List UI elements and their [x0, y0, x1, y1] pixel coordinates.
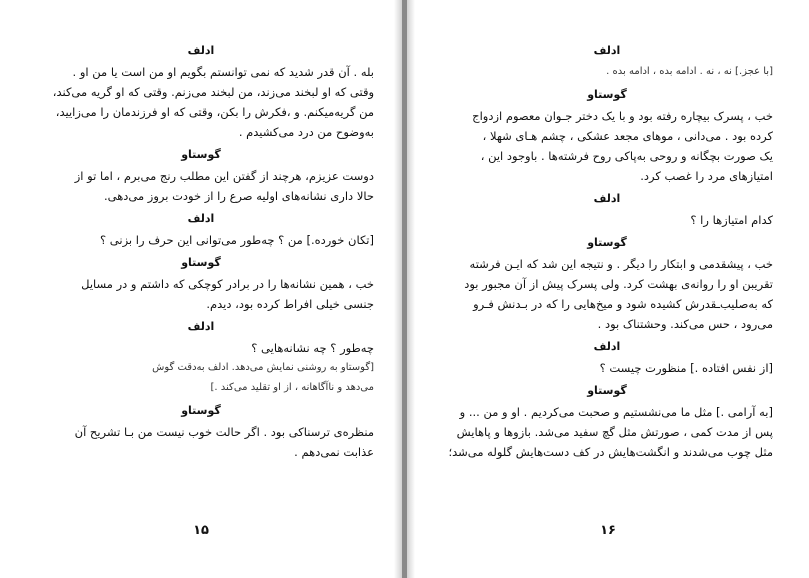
dialogue-line: دوست عزیزم، هرچند از گفتن این مطلب رنج می‌برم ، اما تو از: [74, 169, 374, 183]
dialogue-line: چه‌طور ؟ چه نشانه‌هایی ؟: [251, 341, 374, 355]
stage-direction: [گوستاو به روشنی نمایش می‌دهد. ادلف به‌دقت گوش: [152, 362, 374, 373]
dialogue-line: بله . آن قدر شدید که نمی توانستم بگویم او من است یا من او .: [72, 65, 374, 79]
dialogue-line: تقریبن او را روانه‌ی بهشت کرد. ولی پسرک پیش از آن مجبور بود: [464, 277, 773, 291]
dialogue-line: مثل چوب می‌شدند و انگشت‌هایش در کف دست‌هایش گلوله می‌شد؛: [448, 445, 773, 459]
page-right-content: [441, 38, 773, 462]
speaker-name: ادلف: [187, 44, 215, 57]
dialogue-line: [تکان خورده.] من ؟ چه‌طور می‌توانی این حرف را بزنی ؟: [100, 233, 374, 247]
dialogue-line: یک صورت بچگانه و روحی به‌پاکی روح فرشته‌ها . باوجود این ،: [480, 149, 773, 163]
dialogue-line: وقتی که او لبخند می‌زند، من لبخند می‌زنم. وقتی که او گریه می‌کند،: [52, 85, 374, 99]
page-number: ۱۵: [193, 523, 209, 538]
gutter-shadow: [394, 0, 402, 578]
dialogue-line: [به آرامی .] مثل ما می‌نشستیم و صحبت می‌کردیم . او و من ... و: [459, 405, 773, 419]
dialogue-line: خب ، پیشقدمی و ابتکار را دیگر . و نتیجه این شد که ایـن فرشته: [469, 257, 773, 271]
dialogue-line: که به‌صلیب‌ـقدرش کشیده شود و میخ‌هایی را که در بـدنش فـرو: [473, 297, 773, 311]
dialogue-line: حالا داری نشانه‌های اولیه صرع را از خودت بروز می‌دهی.: [103, 189, 374, 203]
dialogue-line: خب ، همین نشانه‌ها را در برادر کوچکی که داشتم و در مسایل: [81, 277, 374, 291]
speaker-name: گوستاو: [181, 148, 221, 161]
speaker-name: گوستاو: [181, 256, 221, 269]
speaker-name: ادلف: [593, 44, 621, 57]
page-left-content: [28, 38, 374, 462]
speaker-name: ادلف: [187, 320, 215, 333]
dialogue-line: پس از مدت کمی ، صورتش مثل گچ سفید می‌شد. بازوها و پاهایش: [456, 425, 773, 439]
dialogue-line: کرده بود . می‌دانی ، موهای مجعد عشکی ، چشم هـای شهلا ،: [482, 129, 773, 143]
gutter-shadow: [407, 0, 415, 578]
dialogue-line: من گریه‌میکنم. و ،فکرش را بکن، وقتی که او فرزندمان را می‌زایید،: [55, 105, 374, 119]
speaker-name: گوستاو: [587, 236, 627, 249]
page-right: [407, 0, 809, 578]
speaker-name: ادلف: [593, 340, 621, 353]
dialogue-line: به‌وضوح من درد می‌کشیدم .: [238, 125, 374, 139]
dialogue-line: عذابت نمی‌دهم .: [294, 445, 374, 459]
dialogue-line: [از نفس افتاده .] منظورت چیست ؟: [599, 361, 773, 375]
dialogue-line: خب ، پسرک بیچاره رفته بود و با یک دختر جـوان معصوم ازدواج: [472, 109, 773, 123]
speaker-name: گوستاو: [587, 384, 627, 397]
speaker-name: ادلف: [187, 212, 215, 225]
page-left: [0, 0, 402, 578]
speaker-name: گوستاو: [587, 88, 627, 101]
dialogue-line: می‌رود ، حس می‌کند. وحشتناک بود .: [597, 317, 773, 331]
dialogue-line: منظره‌ی ترسناکی بود . اگر حالت خوب نیست من بـا تشریح آن: [74, 425, 374, 439]
dialogue-line: جنسی خیلی افراط کرده بود، دیدم.: [206, 297, 374, 311]
page-number: ۱۶: [600, 523, 616, 538]
dialogue-line: امتیازهای مرد را غصب کرد.: [640, 169, 773, 183]
speaker-name: گوستاو: [181, 404, 221, 417]
speaker-name: ادلف: [593, 192, 621, 205]
dialogue-line: کدام امتیازها را ؟: [690, 213, 773, 227]
stage-direction: می‌دهد و ناآگاهانه ، از او تقلید می‌کند .]: [210, 382, 374, 393]
dialogue-line: [با عجز.] نه ، نه . ادامه بده ، ادامه بده .: [606, 66, 773, 77]
